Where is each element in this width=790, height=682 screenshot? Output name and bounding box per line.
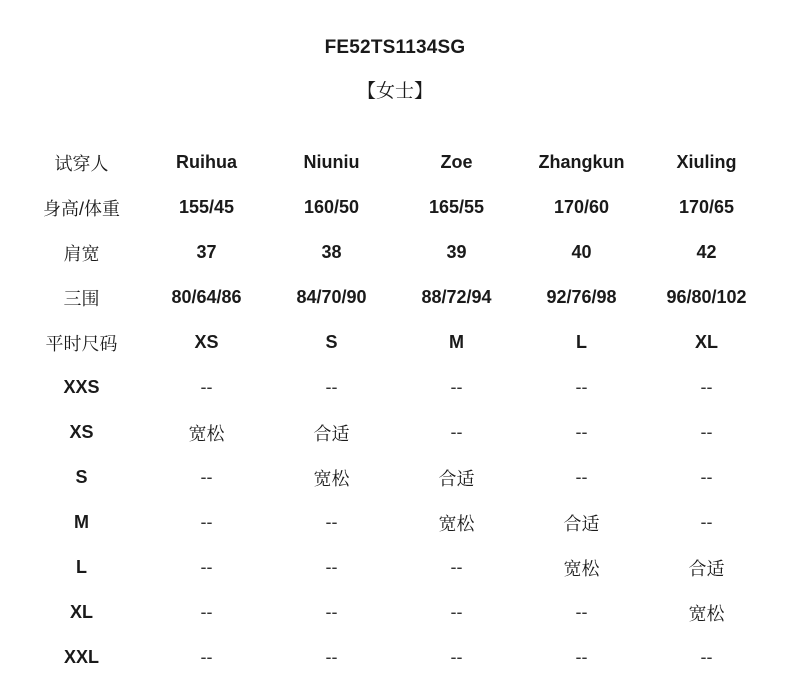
fit-table	[19, 140, 769, 680]
fit-cell: --	[450, 377, 463, 397]
fit-cell: --	[200, 512, 213, 532]
measurement-cell: 92/76/98	[546, 287, 617, 307]
size-row	[19, 545, 769, 590]
fit-cell: --	[200, 602, 213, 622]
measurement-cell: 170/60	[553, 197, 610, 217]
fit-cell: 宽松	[313, 468, 350, 489]
measurement-cell: 160/50	[303, 197, 360, 217]
measurement-cell: 96/80/102	[666, 287, 747, 307]
size-row	[19, 365, 769, 410]
fit-cell: 合适	[313, 423, 350, 444]
fit-cell: --	[700, 512, 713, 532]
row-label: XXS	[63, 377, 100, 397]
fit-cell: --	[575, 422, 588, 442]
fit-cell: --	[700, 647, 713, 667]
fit-cell: --	[450, 647, 463, 667]
fit-cell: 宽松	[563, 558, 600, 579]
header-row	[19, 140, 769, 185]
row-label: M	[74, 512, 89, 532]
size-row	[19, 635, 769, 680]
fit-cell: --	[200, 467, 213, 487]
fit-cell: 合适	[563, 513, 600, 534]
column-header-tester-name: Xiuling	[676, 152, 737, 172]
info-row	[19, 275, 769, 320]
fit-cell: --	[575, 377, 588, 397]
fit-cell: --	[450, 557, 463, 577]
column-header-tester: 试穿人	[54, 153, 109, 174]
measurement-cell: M	[449, 332, 464, 352]
fit-cell: --	[325, 647, 338, 667]
fit-cell: --	[575, 467, 588, 487]
fit-cell: 合适	[688, 558, 725, 579]
measurement-cell: 38	[321, 242, 342, 262]
column-header-tester-name: Zhangkun	[538, 152, 625, 172]
row-label: L	[76, 557, 87, 577]
row-label: 肩宽	[63, 243, 100, 264]
size-row	[19, 455, 769, 500]
fit-cell: 合适	[438, 468, 475, 489]
measurement-cell: XS	[194, 332, 219, 352]
measurement-cell: 88/72/94	[421, 287, 492, 307]
size-row	[19, 410, 769, 455]
fit-cell: --	[575, 647, 588, 667]
fit-cell: 宽松	[188, 423, 225, 444]
fit-cell: --	[700, 422, 713, 442]
column-header-tester-name: Ruihua	[176, 152, 237, 172]
row-label: XL	[69, 602, 93, 622]
fit-cell: --	[325, 512, 338, 532]
fit-cell: 宽松	[688, 603, 725, 624]
measurement-cell: 37	[196, 242, 217, 262]
measurement-cell: 40	[571, 242, 592, 262]
measurement-cell: XL	[694, 332, 718, 352]
row-label: S	[75, 467, 88, 487]
fit-cell: --	[200, 377, 213, 397]
info-row	[19, 320, 769, 365]
measurement-cell: S	[325, 332, 338, 352]
measurement-cell: 84/70/90	[296, 287, 367, 307]
fit-cell: --	[325, 377, 338, 397]
column-header-tester-name: Niuniu	[303, 152, 360, 172]
row-label: 三围	[63, 288, 100, 309]
fit-cell: --	[700, 467, 713, 487]
measurement-cell: 80/64/86	[171, 287, 242, 307]
row-label: 平时尺码	[45, 333, 118, 354]
row-label: XS	[69, 422, 94, 442]
fit-cell: --	[325, 602, 338, 622]
fit-cell: 宽松	[438, 513, 475, 534]
product-code: FE52TS1134SG	[324, 37, 466, 58]
measurement-cell: 170/65	[678, 197, 735, 217]
info-row	[19, 230, 769, 275]
size-row	[19, 500, 769, 545]
measurement-cell: L	[576, 332, 587, 352]
row-label: XXL	[63, 647, 99, 667]
measurement-cell: 39	[446, 242, 467, 262]
fit-cell: --	[450, 422, 463, 442]
column-header-tester-name: Zoe	[440, 152, 473, 172]
fit-cell: --	[200, 557, 213, 577]
fit-cell: --	[575, 602, 588, 622]
fit-cell: --	[200, 647, 213, 667]
gender-label: 【女士】	[356, 81, 433, 102]
measurement-cell: 165/55	[428, 197, 485, 217]
size-row	[19, 590, 769, 635]
fit-cell: --	[700, 377, 713, 397]
row-label: 身高/体重	[42, 198, 120, 219]
measurement-cell: 42	[696, 242, 717, 262]
fit-cell: --	[325, 557, 338, 577]
info-row	[19, 185, 769, 230]
measurement-cell: 155/45	[178, 197, 235, 217]
fit-cell: --	[450, 602, 463, 622]
